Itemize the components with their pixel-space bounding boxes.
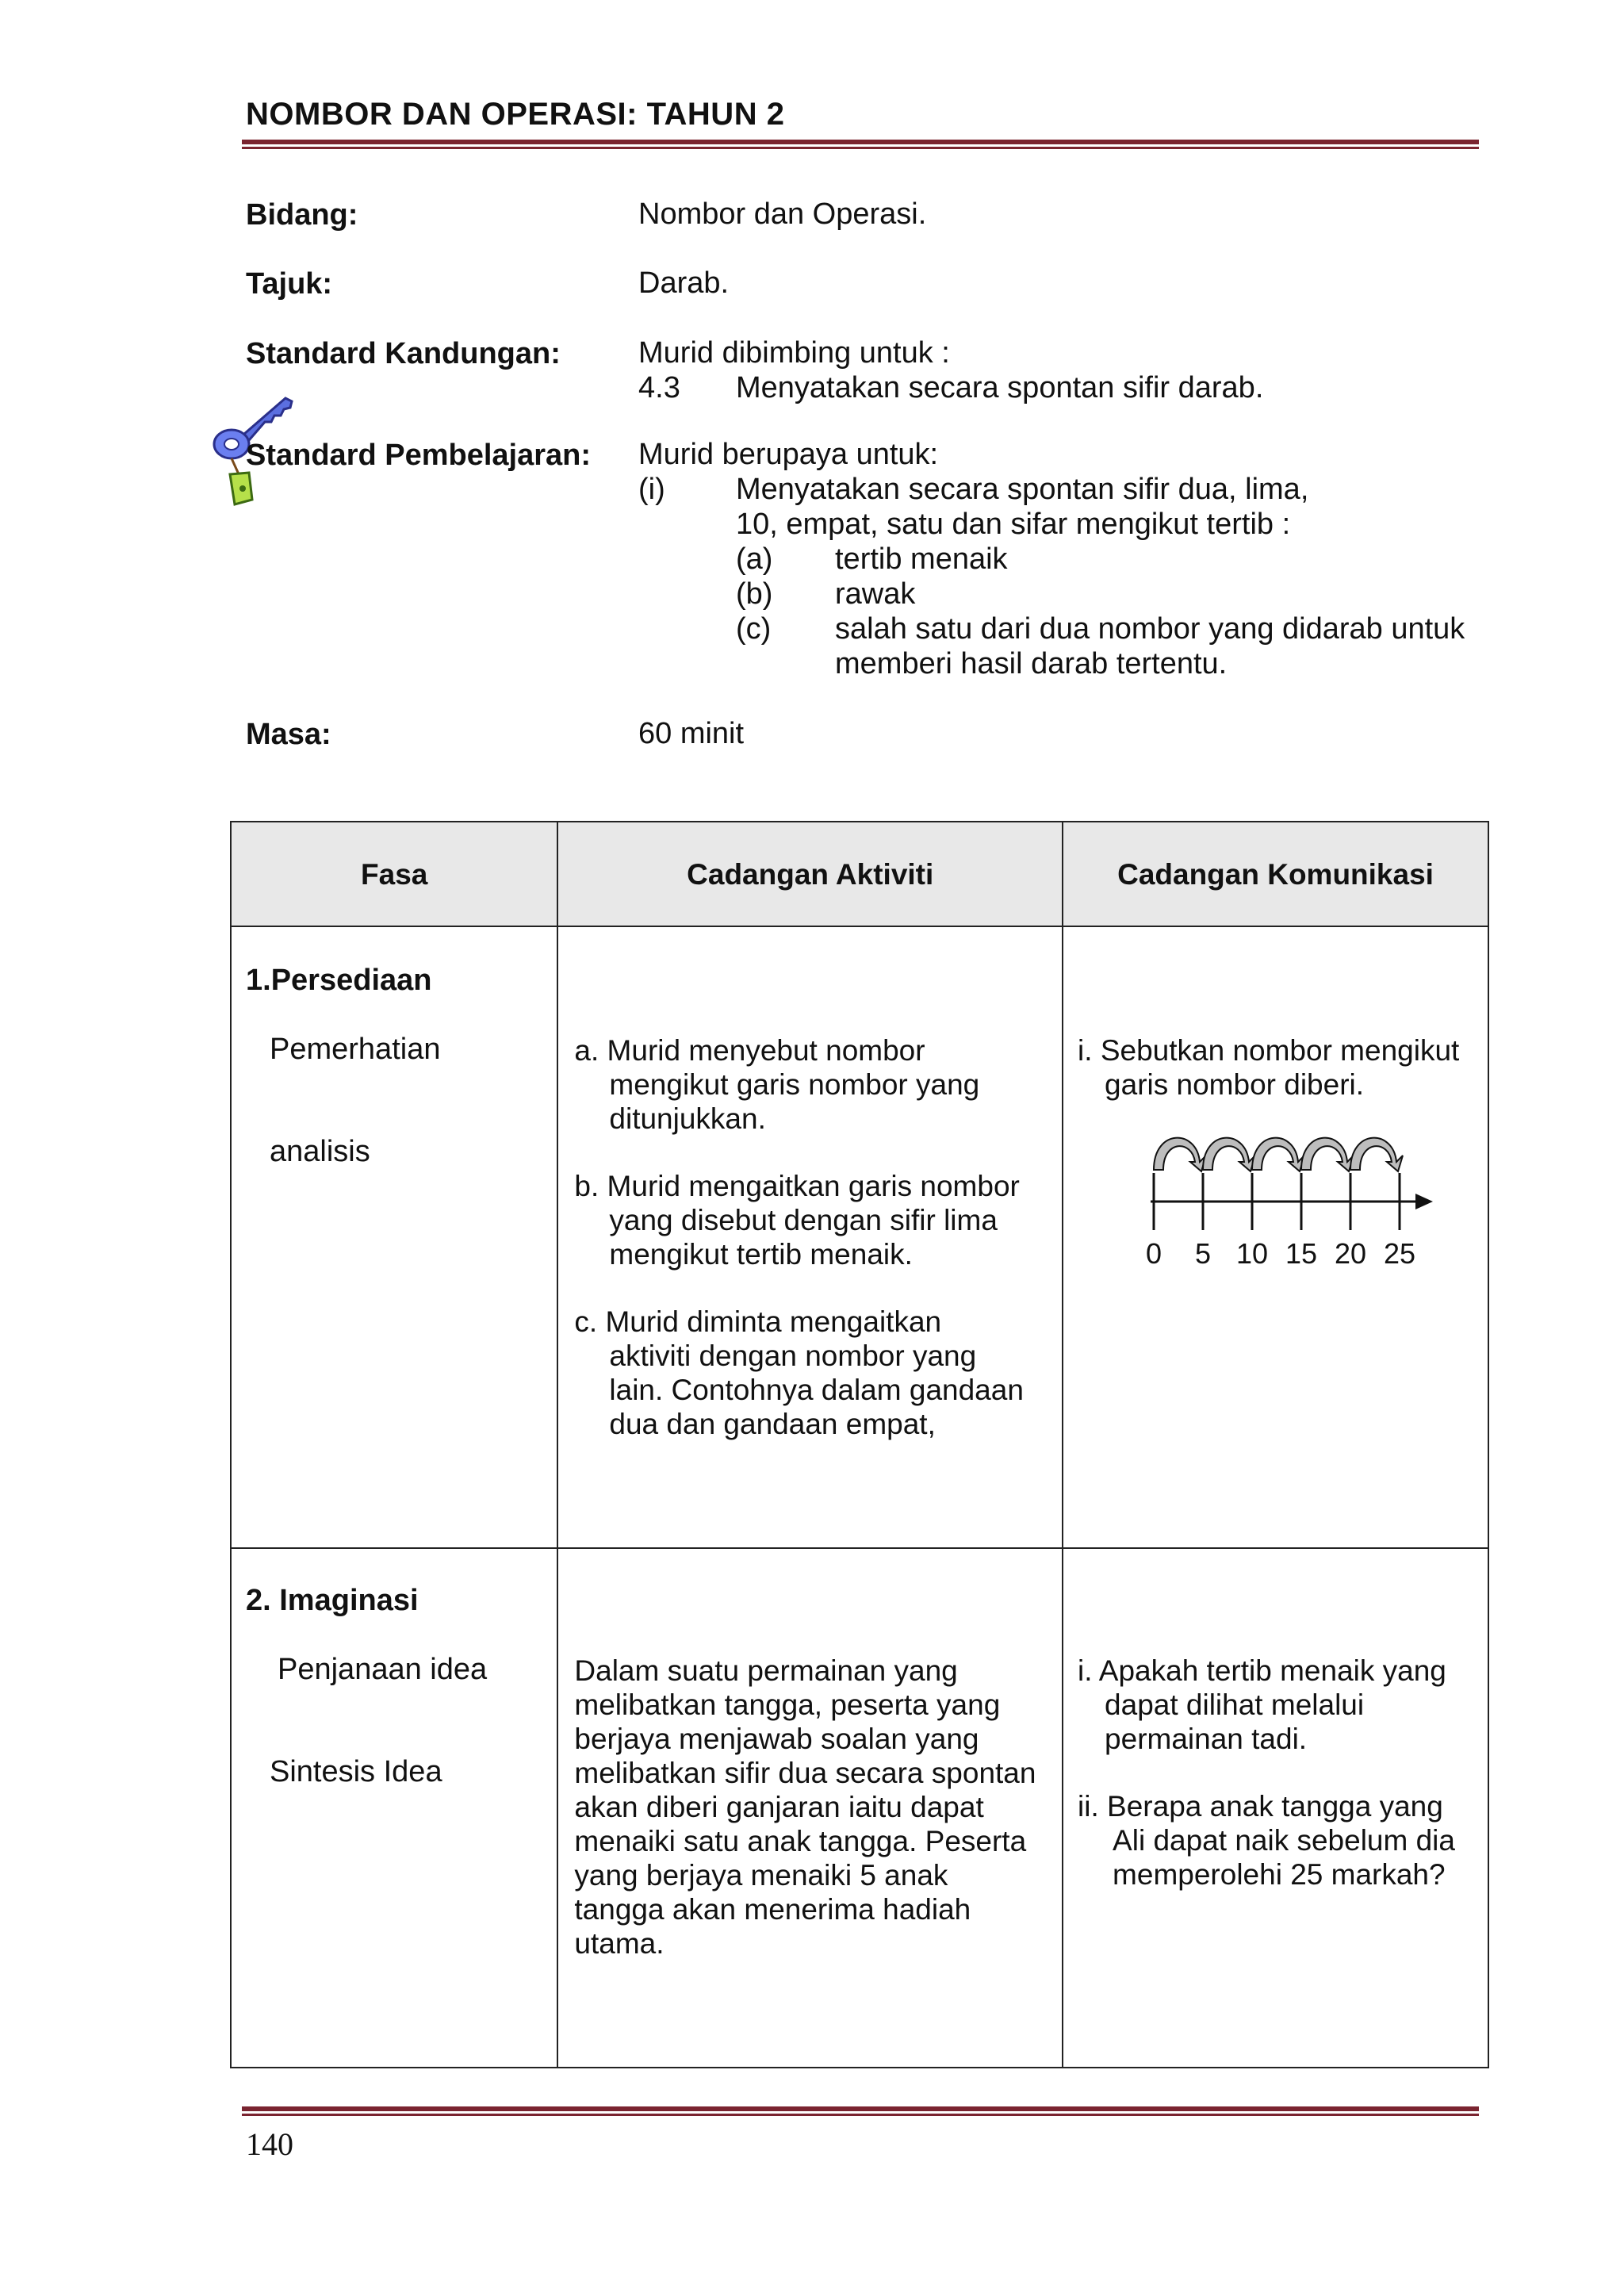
masa-value: 60 minit — [638, 717, 745, 750]
tajuk-value: Darab. — [638, 266, 730, 300]
footer-rule — [242, 2106, 1479, 2116]
header-cadangan-komunikasi: Cadangan Komunikasi — [1063, 822, 1488, 926]
aktiviti-cell — [557, 1548, 1063, 2068]
standard-kandungan-intro: Murid dibimbing untuk : — [638, 336, 950, 370]
standard-pembelajaran-intro: Murid berupaya untuk: — [638, 438, 939, 471]
sub-item-b-key: (b) — [736, 577, 773, 611]
table-row — [231, 1548, 1488, 2068]
number-line-label: 15 — [1285, 1237, 1318, 1270]
sub-item-a-text: tertib menaik — [835, 542, 1008, 576]
number-line-label: 5 — [1195, 1237, 1212, 1270]
komunikasi-item-ii: ii. Berapa anak tangga yang Ali dapat naik sebelum dia memperolehi 25 markah? — [1078, 1790, 1455, 1891]
standard-kandungan-number: 4.3 — [638, 371, 680, 404]
standard-kandungan-label: Standard Kandungan: — [246, 337, 561, 370]
standard-pembelajaran-number: (i) — [638, 473, 665, 506]
jump-arrows — [1154, 1138, 1403, 1171]
komunikasi-cell — [1063, 1548, 1488, 2068]
jump-arrow — [1203, 1138, 1255, 1171]
jump-arrow — [1301, 1138, 1354, 1171]
sub-item-b-text: rawak — [835, 577, 916, 611]
aktiviti-cell — [557, 926, 1063, 1548]
aktiviti-paragraph: Dalam suatu permainan yang melibatkan tangga, peserta yang berjaya menjawab soalan yang melibatkan sifir dua secara spontan akan diberi ganjaran iaitu dapat menaiki satu anak tangga. Peserta yang berjaya menaiki 5 anak tangga akan menerima hadiah utama. — [574, 1654, 1036, 1960]
standard-pembelajaran-line2: 10, empat, satu dan sifar mengikut tertib : — [736, 508, 1291, 541]
table-header-row — [231, 822, 1488, 926]
jump-arrow — [1252, 1138, 1304, 1171]
number-line-label: 25 — [1384, 1237, 1416, 1270]
header-rule — [242, 140, 1479, 149]
bidang-value: Nombor dan Operasi. — [638, 197, 927, 231]
lesson-table — [230, 821, 1489, 2068]
number-line-diagram — [1146, 1121, 1452, 1279]
table-row — [231, 926, 1488, 1548]
header-cadangan-aktiviti: Cadangan Aktiviti — [557, 822, 1063, 926]
fasa-title: 2. Imaginasi — [246, 1584, 419, 1617]
standard-kandungan-text: Menyatakan secara spontan sifir darab. — [736, 371, 1264, 404]
masa-label: Masa: — [246, 718, 331, 751]
page-header-title: NOMBOR DAN OPERASI: TAHUN 2 — [246, 97, 785, 132]
page-number: 140 — [246, 2126, 293, 2162]
sub-item-c-line2: memberi hasil darab tertentu. — [835, 647, 1228, 680]
fasa-cell — [231, 926, 557, 1548]
number-line-label: 0 — [1146, 1237, 1162, 1270]
number-line-arrowhead — [1415, 1194, 1433, 1209]
fasa-sub1: Pemerhatian — [270, 1033, 441, 1066]
aktiviti-item-b: b. Murid mengaitkan garis nombor yang disebut dengan sifir lima mengikut tertib menaik. — [574, 1170, 1020, 1271]
tajuk-label: Tajuk: — [246, 267, 333, 301]
fasa-sub1: Penjanaan idea — [278, 1653, 488, 1686]
sub-item-c-line1: salah satu dari dua nombor yang didarab untuk — [835, 612, 1465, 646]
standard-pembelajaran-label: Standard Pembelajaran: — [246, 439, 592, 472]
bidang-label: Bidang: — [246, 198, 358, 232]
sub-item-a-key: (a) — [736, 542, 773, 576]
aktiviti-item-a: a. Murid menyebut nombor mengikut garis nombor yang ditunjukkan. — [574, 1034, 980, 1135]
standard-pembelajaran-line1: Menyatakan secara spontan sifir dua, lima, — [736, 473, 1309, 506]
header-fasa: Fasa — [231, 822, 557, 926]
jump-arrow — [1154, 1138, 1206, 1171]
komunikasi-cell — [1063, 926, 1488, 1548]
fasa-title: 1.Persediaan — [246, 964, 432, 997]
komunikasi-item-i: i. Sebutkan nombor mengikut garis nombor diberi. — [1078, 1034, 1460, 1101]
fasa-sub2: Sintesis Idea — [270, 1755, 442, 1788]
komunikasi-item-i: i. Apakah tertib menaik yang dapat dilihat melalui permainan tadi. — [1078, 1654, 1446, 1755]
jump-arrow — [1350, 1138, 1403, 1171]
fasa-sub2: analisis — [270, 1135, 370, 1168]
fasa-cell — [231, 1548, 557, 2068]
aktiviti-item-c: c. Murid diminta mengaitkan aktiviti dengan nombor yang lain. Contohnya dalam gandaan dua dan gandaan empat, — [574, 1305, 1024, 1440]
number-line-label: 10 — [1236, 1237, 1269, 1270]
number-line-label: 20 — [1335, 1237, 1367, 1270]
sub-item-c-key: (c) — [736, 612, 772, 646]
